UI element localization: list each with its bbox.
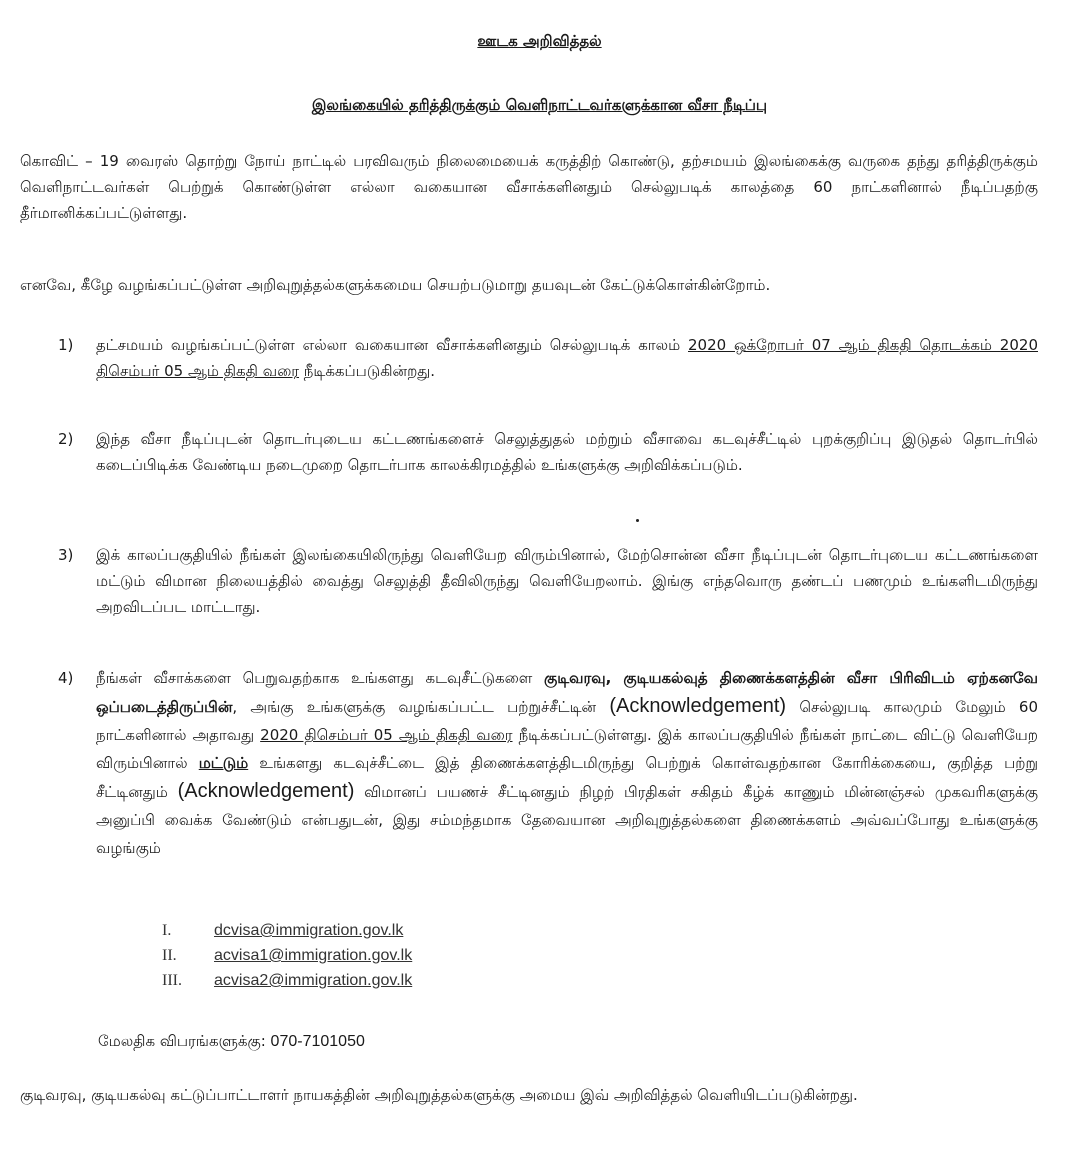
contact-phone: 070-7101050 <box>270 1033 365 1050</box>
contact-line <box>98 1028 698 1055</box>
intro-paragraph: கொவிட் – 19 வைரஸ் தொற்று நோய் நாட்டில் பரவிவரும் நிலைமையைக் கருத்திற் கொண்டு, தற்சமயம் இலங்கைக்கு வருகை தந்து தரித்திருக்கும் வெளிநாட்டவர்கள் பெற்றுக் கொண்டுள்ள எல்லா வகையான வீசாக்களினதும் செல்லுபடிக் காலத்தை 60 நாட்களினால் நீடிப்பதற்கு தீர்மானிக்கப்பட்டுள்ளது. <box>20 152 1038 222</box>
email-row <box>148 918 548 943</box>
only-emphasis: மட்டும் <box>198 754 249 772</box>
list-item-4 <box>58 664 1038 862</box>
item-text-part: , அங்கு உங்களுக்கு வழங்கப்பட்ட பற்றுச்சீட்டின் <box>232 698 610 716</box>
email-row <box>148 943 548 968</box>
roman-numeral: I. <box>162 922 172 939</box>
email-row <box>148 968 548 993</box>
item-text-part: விமானப் பயணச் சீட்டினதும் நிழற் பிரதிகள் சகிதம் கீழ்க் காணும் மின்னஞ்சல் முகவரிகளுக்கு அனுப்பி வைக்க வேண்டும் என்பதுடன், இது சம்மந்தமாக தேவையான அறிவுறுத்தல்களை திணைக்களம் அவ்வப்போது உங்களுக்கு வழங்கும் <box>96 783 1038 857</box>
visa-division-bold: குடிவரவு, குடியகல்வுத் திணைக்களத்தின் வீசா பிரிவிடம் ஏற்கனவே ஒப்படைத்திருப்பின் <box>96 669 1038 716</box>
contact-label: மேலதிக விபரங்களுக்கு: <box>98 1032 271 1050</box>
item-text-part: நீடிக்கப்பட்டுள்ளது. இக் காலப்பகுதியில் நீங்கள் நாட்டை விட்டு வெளியேற விரும்பினால் <box>96 726 1038 772</box>
item-number: 4) <box>58 669 74 687</box>
item-text-part: செல்லுபடி காலமும் மேலும் 60 நாட்களினால் அதாவது <box>96 698 1038 744</box>
item-text: இந்த வீசா நீடிப்புடன் தொடர்புடைய கட்டணங்களைச் செலுத்துதல் மற்றும் வீசாவை கடவுச்சீட்டில் புறக்குறிப்பு இடுதல் தொடர்பில் கடைப்பிடிக்க வேண்டிய நடைமுறை தொடர்பாக காலக்கிரமத்தில் உங்களுக்கு அறிவிக்கப்படும். <box>96 430 1038 474</box>
footer-paragraph: குடிவரவு, குடியகல்வு கட்டுப்பாட்டாளர் நாயகத்தின் அறிவுறுத்தல்களுக்கு அமைய இவ் அறிவித்தல் வெளியிடப்படுகின்றது. <box>20 1086 858 1104</box>
roman-numeral: II. <box>162 947 177 964</box>
item-text-part: உங்களது கடவுச்சீட்டை இத் திணைக்களத்திடமிருந்து பெற்றுக் கொள்வதற்கான கோரிக்கையை, குறித்த பற்று சீட்டினதும் <box>96 754 1038 801</box>
item-text-part: தட்சமயம் வழங்கப்பட்டுள்ள எல்லா வகையான வீசாக்களினதும் செல்லுபடிக் காலம் <box>96 336 688 354</box>
roman-numeral: III. <box>162 972 182 989</box>
stray-mark <box>636 519 639 522</box>
email-link[interactable]: acvisa1@immigration.gov.lk <box>214 947 413 964</box>
list-item-2 <box>58 426 1038 478</box>
page-title: ஊடக அறிவித்தல் <box>477 32 602 50</box>
item-number: 3) <box>58 546 74 564</box>
list-item-3 <box>58 542 1038 620</box>
page-subtitle: இலங்கையில் தரித்திருக்கும் வெளிநாட்டவர்களுக்கான வீசா நீடிப்பு <box>311 96 768 114</box>
extension-dates: 2020 ஒக்றோபர் 07 ஆம் திகதி தொடக்கம் 2020 திசெம்பர் 05 ஆம் திகதி வரை <box>96 336 1038 380</box>
extension-date: 2020 திசெம்பர் 05 ஆம் திகதி வரை <box>260 726 513 744</box>
item-number: 1) <box>58 336 74 354</box>
item-text-part: நீடிக்கப்படுகின்றது. <box>299 362 436 380</box>
email-link[interactable]: dcvisa@immigration.gov.lk <box>214 922 404 939</box>
item-text-part: நீங்கள் வீசாக்களை பெறுவதற்காக உங்களது கடவுசீட்டுகளை <box>96 669 544 687</box>
item-number: 2) <box>58 430 74 448</box>
item-text: இக் காலப்பகுதியில் நீங்கள் இலங்கையிலிருந்து வெளியேற விரும்பினால், மேற்சொன்ன வீசா நீடிப்புடன் தொடர்புடைய கட்டணங்களை மட்டும் விமான நிலையத்தில் வைத்து செலுத்தி தீவிலிருந்து வெளியேறலாம். இங்கு எந்தவொரு தண்டப் பணமும் உங்களிடமிருந்து அறவிடப்பட மாட்டாது. <box>96 546 1038 616</box>
acknowledgement-term: (Acknowledgement) <box>177 780 355 802</box>
item-text <box>96 332 1038 384</box>
list-item-1 <box>58 332 1038 384</box>
request-paragraph: எனவே, கீழே வழங்கப்பட்டுள்ள அறிவுறுத்தல்களுக்கமைய செயற்படுமாறு தயவுடன் கேட்டுக்கொள்கின்றோம். <box>20 276 771 294</box>
acknowledgement-term: (Acknowledgement) <box>609 695 787 717</box>
email-link[interactable]: acvisa2@immigration.gov.lk <box>214 972 413 989</box>
email-list <box>148 918 548 993</box>
item-text <box>96 664 1038 862</box>
